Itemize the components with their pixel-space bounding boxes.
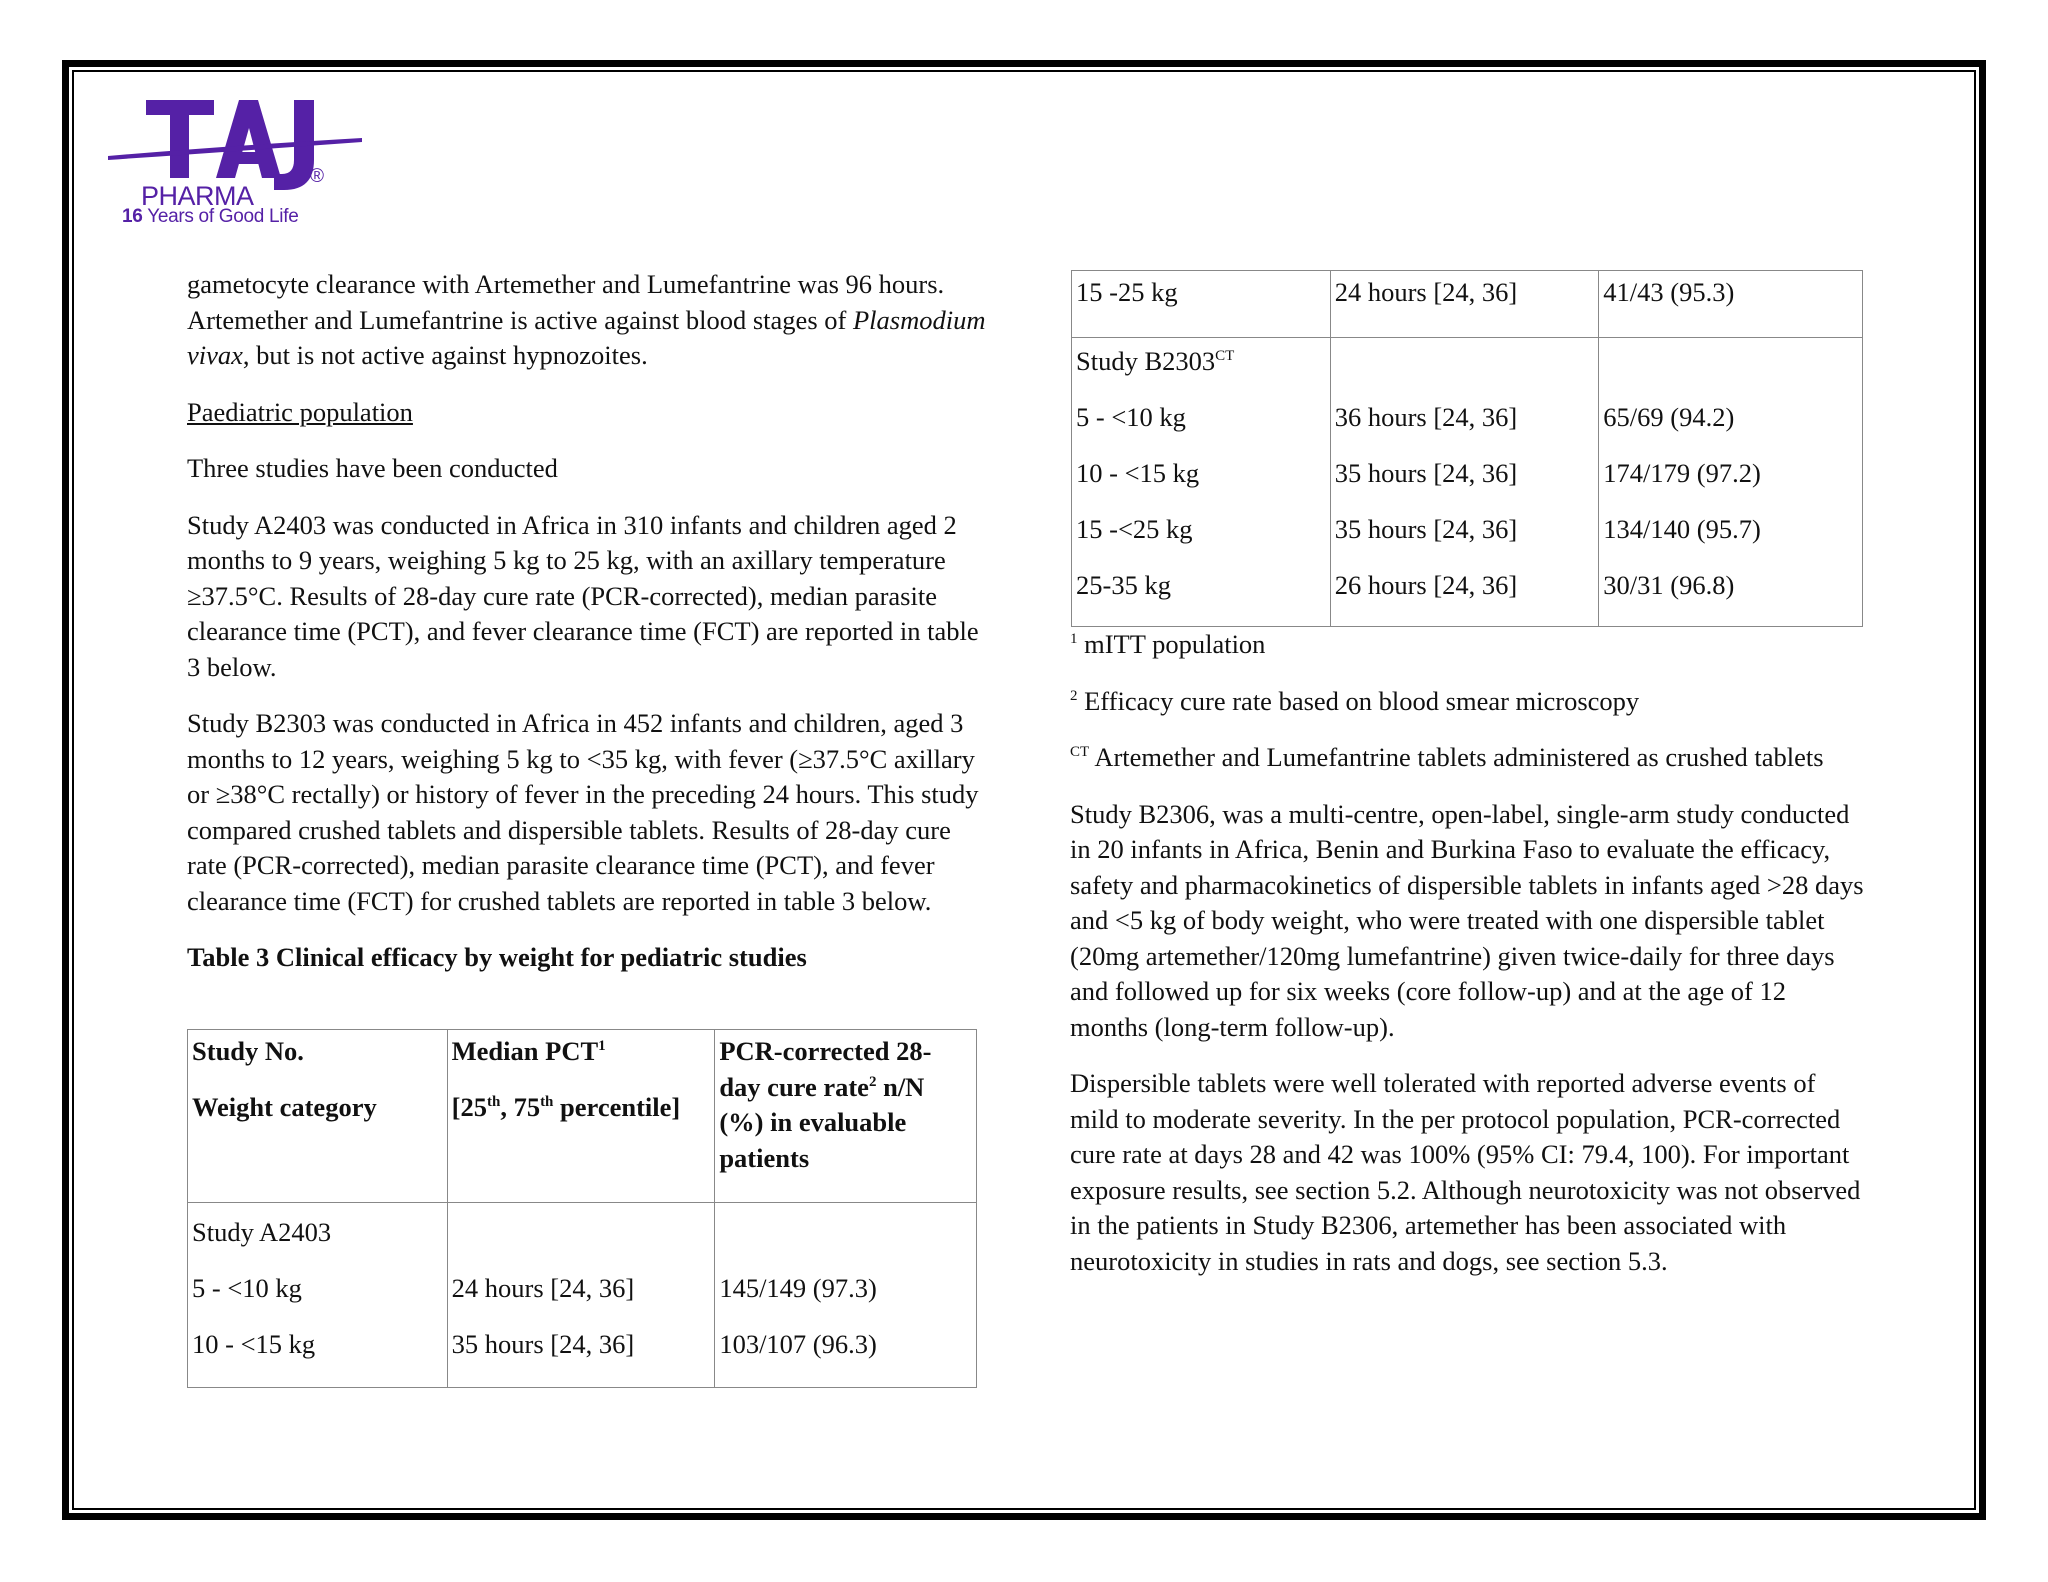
- right-column: [1070, 627, 1870, 1279]
- fn3-text: Artemether and Lumefantrine tablets administered as crushed tablets: [1089, 742, 1824, 772]
- fn2-sup: 2: [1070, 687, 1078, 704]
- table-row-a2403: [188, 1203, 977, 1388]
- header-pct-cell: [447, 1030, 715, 1203]
- blank-line: [1603, 344, 1858, 400]
- b2303-pct-0: 36 hours [24, 36]: [1334, 402, 1518, 432]
- b2303-study-text: Study B2303: [1076, 346, 1216, 376]
- a2403-weight-1: 10 - <15 kg: [192, 1329, 316, 1359]
- cont-pct: 24 hours [24, 36]: [1330, 271, 1599, 338]
- cure-header-text: PCR-corrected 28-day cure rate: [719, 1036, 932, 1102]
- b2303-pct-cell: [1330, 338, 1599, 627]
- fn1-text: mITT population: [1077, 629, 1266, 659]
- pct-sup2: th: [540, 1094, 554, 1111]
- footnote-ct: [1070, 740, 1870, 776]
- paragraph-b2306: Study B2306, was a multi-centre, open-label, single-arm study conducted in 20 infants in Africa, Benin and Burkina Faso to evaluate the efficacy, safety and pharmacokinetics of dispersible tablets in infants aged >28 days and <5 kg of body weight, who were treated with one dispersible tablet (20mg artemether/120mg lumefantrine) given twice-daily for three days and followed up for six weeks (core follow-up) and at the age of 12 months (long-term follow-up).: [1070, 798, 1864, 1042]
- b2303-pct-3: 26 hours [24, 36]: [1334, 570, 1518, 600]
- header-weight-category: Weight category: [192, 1092, 377, 1122]
- footnote-2: [1070, 684, 1870, 720]
- efficacy-table-continued: [1071, 270, 1863, 627]
- b2303-pct-2: 35 hours [24, 36]: [1334, 514, 1518, 544]
- b2303-weight-0: 5 - <10 kg: [1076, 402, 1186, 432]
- b2303-cure-1: 174/179 (97.2): [1603, 458, 1761, 488]
- blank-line: [452, 1215, 711, 1271]
- fn2-text: Efficacy cure rate based on blood smear microscopy: [1077, 685, 1640, 716]
- table-row-15-25: [1072, 271, 1863, 338]
- a2403-cure-cell: [715, 1203, 977, 1388]
- a2403-weight-cell: [188, 1203, 448, 1388]
- pct-mid: , 75: [500, 1092, 541, 1122]
- tagline-number: 16: [122, 206, 143, 227]
- b2303-study-sup: CT: [1215, 348, 1235, 365]
- pct-pre: [25: [451, 1092, 487, 1122]
- b2303-cure-2: 134/140 (95.7): [1603, 514, 1761, 544]
- footnote-1: [1070, 627, 1870, 663]
- b2303-weight-cell: [1072, 338, 1331, 627]
- median-pct-text: Median PCT: [451, 1036, 599, 1066]
- fn3-sup: CT: [1070, 744, 1090, 761]
- p1-end: , but is not active against hypnozoites.: [242, 340, 648, 370]
- table-title: Table 3 Clinical efficacy by weight for pediatric studies: [187, 942, 807, 972]
- tagline-text: Years of Good Life: [147, 206, 299, 227]
- paragraph-studies: Three studies have been conducted: [187, 453, 558, 483]
- b2303-weight-2: 15 -<25 kg: [1076, 514, 1193, 544]
- a2403-weight-0: 5 - <10 kg: [192, 1273, 302, 1303]
- blank-line: [719, 1215, 972, 1271]
- logo-pharma-text: PHARMA: [141, 181, 254, 211]
- logo-tagline: [122, 206, 298, 228]
- cure-header-sup: 2: [868, 1073, 877, 1090]
- cont-weight: 15 -25 kg: [1072, 271, 1331, 338]
- paragraph-tolerability: Dispersible tablets were well tolerated with reported adverse events of mild to moderate severity. In the per protocol population, PCR-corrected cure rate at days 28 and 42 was 100% (95% CI: 79.4, 100). For important exposure results, see section 5.2. Although neurotoxicity was not observed in the patients in Study B2306, artemether has been associated with neurotoxicity in studies in rats and dogs, see section 5.3.: [1070, 1068, 1861, 1276]
- efficacy-table: [187, 1029, 977, 1388]
- section-heading: Paediatric population: [187, 396, 413, 427]
- fn1-sup: 1: [1070, 631, 1078, 648]
- b2303-cure-3: 30/31 (96.8): [1603, 570, 1735, 600]
- pct-post: percentile]: [553, 1092, 681, 1122]
- cont-cure: 41/43 (95.3): [1599, 271, 1863, 338]
- pct-sup1: th: [486, 1094, 501, 1111]
- paragraph-b2303: Study B2303 was conducted in Africa in 452 infants and children, aged 3 months to 12 years, weighing 5 kg to <35 kg, with fever (≥37.5°C axillary or ≥38°C rectally) or history of fever in the preceding 24 hours. This study compared crushed tablets and dispersible tablets. Results of 28-day cure rate (PCR-corrected), median parasite clearance time (PCT), and fever clearance time (FCT) for crushed tablets are reported in table 3 below.: [187, 708, 979, 916]
- table-row-b2303: [1072, 338, 1863, 627]
- median-pct-sup: 1: [598, 1038, 606, 1055]
- p1-italic: Plasmodium vivax: [187, 304, 986, 370]
- b2303-weight-1: 10 - <15 kg: [1076, 458, 1200, 488]
- a2403-pct-cell: [447, 1203, 715, 1388]
- left-column: [187, 267, 987, 976]
- header-study-no: Study No.: [192, 1036, 304, 1066]
- b2303-cure-cell: [1599, 338, 1863, 627]
- study-a2403-label: Study A2403: [192, 1217, 332, 1247]
- a2403-cure-0: 145/149 (97.3): [719, 1273, 877, 1303]
- b2303-pct-1: 35 hours [24, 36]: [1334, 458, 1518, 488]
- b2303-weight-3: 25-35 kg: [1076, 570, 1171, 600]
- header-study-cell: [188, 1030, 448, 1203]
- study-b2303-label: [1076, 344, 1326, 400]
- registered-mark: ®: [310, 166, 324, 187]
- a2403-pct-1: 35 hours [24, 36]: [451, 1329, 635, 1359]
- header-median-pct: [452, 1034, 711, 1090]
- p1-text: gametocyte clearance with Artemether and Lumefantrine was 96 hours. Artemether and Lumefantrine is active against blood stages of: [187, 269, 945, 335]
- blank-line: [1335, 344, 1595, 400]
- cure-header-end: n/N (%) in evaluable patients: [719, 1071, 925, 1173]
- a2403-pct-0: 24 hours [24, 36]: [451, 1273, 635, 1303]
- table-header-row: [188, 1030, 977, 1203]
- header-cure-cell: [715, 1030, 977, 1203]
- a2403-cure-1: 103/107 (96.3): [719, 1329, 877, 1359]
- b2303-cure-0: 65/69 (94.2): [1603, 402, 1735, 432]
- paragraph-gametocyte: [187, 267, 987, 374]
- paragraph-a2403: Study A2403 was conducted in Africa in 310 infants and children aged 2 months to 9 years, weighing 5 kg to 25 kg, with an axillary temperature ≥37.5°C. Results of 28-day cure rate (PCR-corrected), median parasite clearance time (PCT), and fever clearance time (FCT) are reported in table 3 below.: [187, 509, 979, 682]
- header-percentile: [452, 1092, 681, 1122]
